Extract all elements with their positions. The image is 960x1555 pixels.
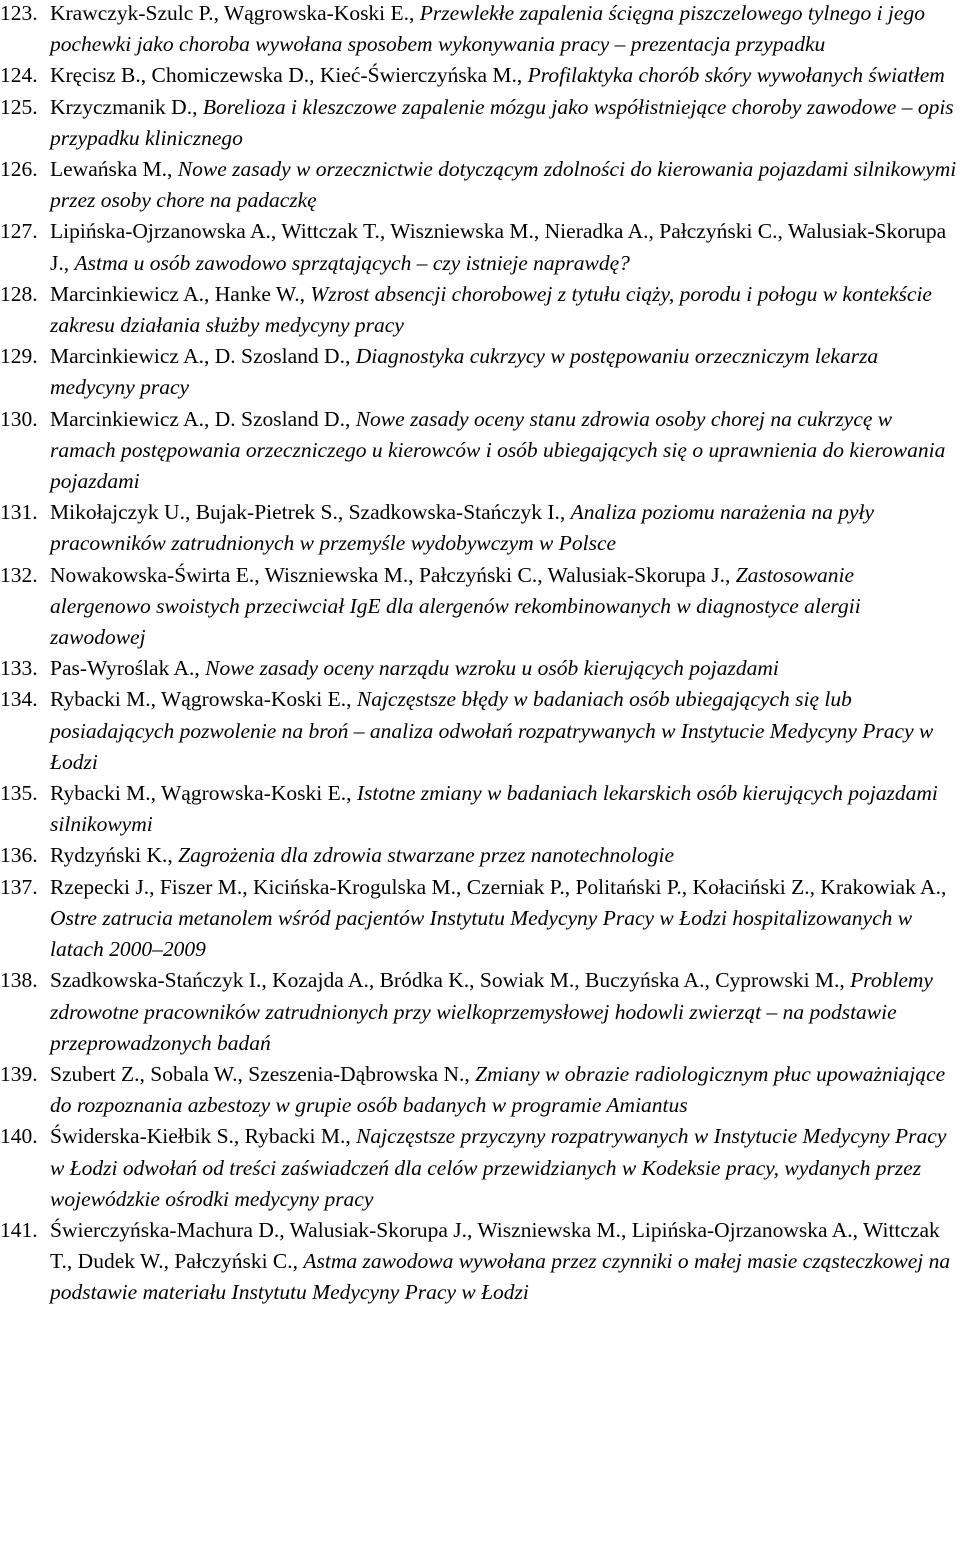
reference-title: Przewlekłe zapalenia ścięgna piszczelowego tylnego i jego pochewki jako choroba wywołana sposobem wykonywania pracy – prezentacja przypadku	[50, 1, 925, 57]
reference-number: 141.	[0, 1217, 38, 1242]
reference-number: 126.	[0, 157, 38, 182]
reference-authors: Rzepecki J., Fiszer M., Kicińska-Krogulska M., Czerniak P., Politański P., Kołaciński Z., Krakowiak A.,	[50, 874, 947, 899]
reference-authors: Rydzyński K.,	[50, 843, 173, 868]
reference-entry	[0, 216, 958, 278]
reference-title: Nowe zasady oceny stanu zdrowia osoby chorej na cukrzycę w ramach postępowania orzeczniczego u kierowców i osób ubiegających się o uprawnienia do kierowania pojazdami	[50, 406, 946, 494]
reference-number: 127.	[0, 219, 38, 244]
reference-entry	[0, 0, 958, 60]
reference-title: Analiza poziomu narażenia na pyły pracowników zatrudnionych w przemyśle wydobywczym w Polsce	[50, 500, 875, 556]
reference-number: 138.	[0, 968, 38, 993]
reference-entry	[0, 1059, 958, 1121]
reference-entry	[0, 341, 958, 403]
reference-authors: Rybacki M., Wągrowska-Koski E.,	[50, 781, 352, 806]
reference-entry	[0, 684, 958, 778]
reference-number: 124.	[0, 63, 38, 88]
reference-number: 125.	[0, 94, 38, 119]
reference-entry	[0, 872, 958, 966]
reference-authors: Pas-Wyroślak A.,	[50, 656, 200, 681]
reference-authors: Nowakowska-Świrta E., Wiszniewska M., Pałczyński C., Walusiak-Skorupa J.,	[50, 562, 731, 587]
reference-entry	[0, 154, 958, 216]
reference-number: 137.	[0, 874, 38, 899]
reference-entry	[0, 560, 958, 654]
reference-title: Diagnostyka cukrzycy w postępowaniu orzeczniczym lekarza medycyny pracy	[50, 344, 879, 400]
reference-entry	[0, 840, 958, 871]
reference-number: 130.	[0, 406, 38, 431]
reference-title: Problemy zdrowotne pracowników zatrudnionych przy wielkoprzemysłowej hodowli zwierząt – na podstawie przeprowadzonych badań	[50, 968, 933, 1055]
reference-entry	[0, 1215, 958, 1309]
reference-title: Borelioza i kleszczowe zapalenie mózgu jako współistniejące choroby zawodowe – opis przypadku klinicznego	[50, 94, 954, 150]
reference-title: Najczęstsze przyczyny rozpatrywanych w Instytucie Medycyny Pracy w Łodzi odwołań od treści zaświadczeń dla celów przewidzianych w Kodeksie pracy, wydanych przez wojewódzkie ośrodki medycyny pracy	[50, 1124, 947, 1211]
reference-title: Zastosowanie alergenowo swoistych przeciwciał IgE dla alergenów rekombinowanych w diagnostyce alergii zawodowej	[50, 562, 861, 650]
reference-authors: Marcinkiewicz A., Hanke W.,	[50, 281, 305, 306]
reference-number: 135.	[0, 781, 38, 806]
reference-title: Nowe zasady w orzecznictwie dotyczącym zdolności do kierowania pojazdami silnikowymi przez osoby chore na padaczkę	[50, 157, 957, 213]
reference-number: 139.	[0, 1061, 38, 1086]
reference-authors: Kręcisz B., Chomiczewska D., Kieć-Świerczyńska M.,	[50, 63, 523, 88]
reference-authors: Świerczyńska-Machura D., Walusiak-Skorupa J., Wiszniewska M., Lipińska-Ojrzanowska A., Wittczak T., Dudek W., Pałczyński C.,	[50, 1217, 940, 1274]
reference-title: Najczęstsze błędy w badaniach osób ubiegających się lub posiadających pozwolenie na broń – analiza odwołań rozpatrywanych w Instytucie Medycyny Pracy w Łodzi	[50, 687, 934, 774]
reference-entry	[0, 60, 958, 91]
reference-title: Astma zawodowa wywołana przez czynniki o małej masie cząsteczkowej na podstawie materiału Instytutu Medycyny Pracy w Łodzi	[50, 1249, 951, 1305]
reference-title: Istotne zmiany w badaniach lekarskich osób kierujących pojazdami silnikowymi	[50, 781, 938, 837]
reference-title: Zagrożenia dla zdrowia stwarzane przez nanotechnologie	[178, 843, 675, 868]
reference-authors: Marcinkiewicz A., D. Szosland D.,	[50, 344, 351, 369]
reference-number: 140.	[0, 1124, 38, 1149]
reference-title: Profilaktyka chorób skóry wywołanych światłem	[527, 63, 945, 88]
reference-entry	[0, 279, 958, 341]
reference-authors: Mikołajczyk U., Bujak-Pietrek S., Szadkowska-Stańczyk I.,	[50, 500, 566, 525]
reference-entry	[0, 965, 958, 1059]
reference-authors: Krzyczmanik D.,	[50, 94, 198, 119]
reference-title: Zmiany w obrazie radiologicznym płuc upoważniające do rozpoznania azbestozy w grupie osób badanych w programie Amiantus	[50, 1061, 946, 1118]
reference-number: 134.	[0, 687, 38, 712]
reference-entry	[0, 92, 958, 154]
reference-number: 132.	[0, 562, 38, 587]
reference-authors: Świderska-Kiełbik S., Rybacki M.,	[50, 1124, 351, 1149]
reference-number: 131.	[0, 500, 38, 525]
reference-title: Ostre zatrucia metanolem wśród pacjentów Instytutu Medycyny Pracy w Łodzi hospitalizowanych w latach 2000–2009	[50, 905, 913, 962]
reference-entry	[0, 404, 958, 498]
reference-authors: Lewańska M.,	[50, 157, 173, 182]
reference-entry	[0, 497, 958, 559]
reference-number: 129.	[0, 344, 38, 369]
reference-number: 123.	[0, 1, 38, 25]
reference-authors: Marcinkiewicz A., D. Szosland D.,	[50, 406, 351, 431]
reference-title: Astma u osób zawodowo sprzątających – czy istnieje naprawdę?	[74, 250, 630, 275]
reference-number: 133.	[0, 656, 38, 681]
reference-entry	[0, 778, 958, 840]
reference-title: Nowe zasady oceny narządu wzroku u osób kierujących pojazdami	[205, 656, 779, 681]
reference-number: 128.	[0, 281, 38, 306]
reference-authors: Szadkowska-Stańczyk I., Kozajda A., Bródka K., Sowiak M., Buczyńska A., Cyprowski M.,	[50, 968, 845, 993]
reference-entry	[0, 653, 958, 684]
reference-entry	[0, 1121, 958, 1215]
reference-authors: Szubert Z., Sobala W., Szeszenia-Dąbrowska N.,	[50, 1061, 470, 1086]
reference-number: 136.	[0, 843, 38, 868]
reference-title: Wzrost absencji chorobowej z tytułu ciąży, porodu i połogu w kontekście zakresu działania służby medycyny pracy	[50, 281, 932, 338]
reference-authors: Lipińska-Ojrzanowska A., Wittczak T., Wiszniewska M., Nieradka A., Pałczyński C., Walusiak-Skorupa J.,	[50, 219, 947, 275]
reference-authors: Krawczyk-Szulc P., Wągrowska-Koski E.,	[50, 1, 415, 25]
reference-authors: Rybacki M., Wągrowska-Koski E.,	[50, 687, 352, 712]
